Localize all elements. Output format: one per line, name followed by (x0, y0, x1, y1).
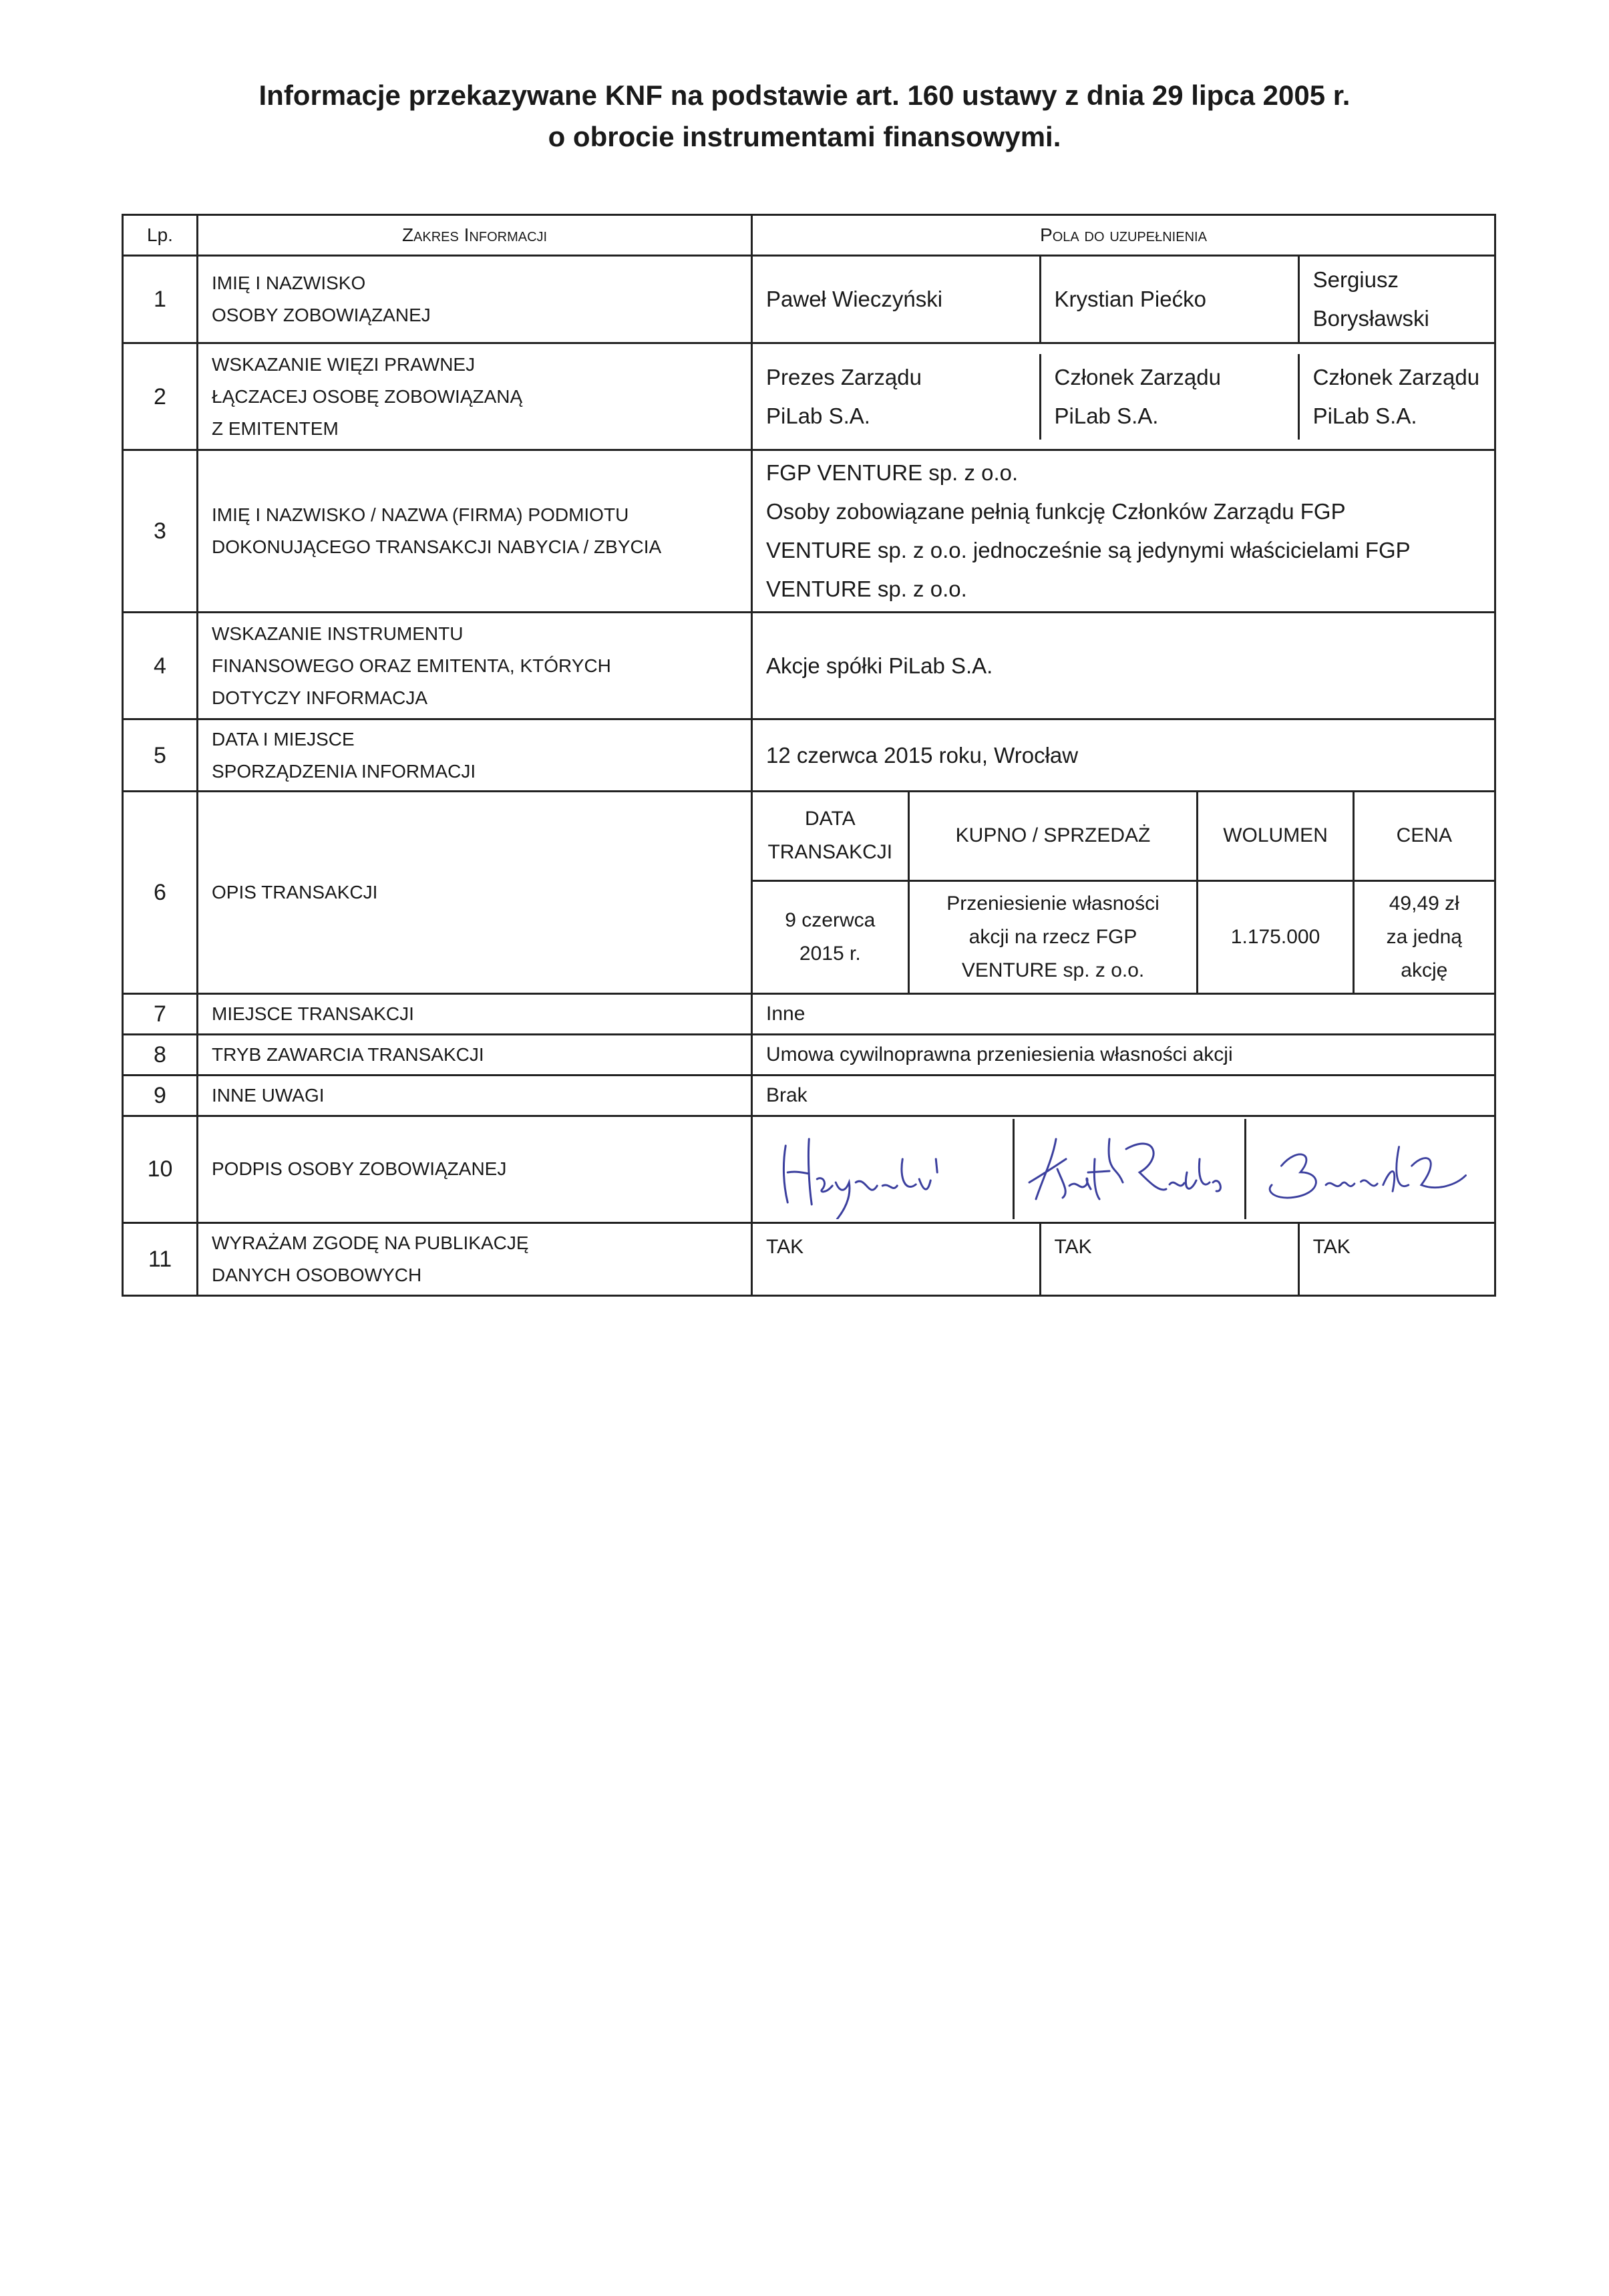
signature-2-image (1015, 1119, 1244, 1219)
label-line: WSKAZANIE WIĘZI PRAWNEJ (212, 353, 476, 375)
label-line: WSKAZANIE INSTRUMENTU (212, 623, 464, 644)
signature-3-image (1246, 1119, 1494, 1219)
signatures (752, 1116, 1495, 1222)
label-line: OSOBY ZOBOWIĄZANEJ (212, 305, 431, 325)
consent-3: TAK (1298, 1224, 1494, 1295)
row-2 (123, 343, 1495, 450)
label-line: ŁĄCZACEJ OSOBĘ ZOBOWIĄZANĄ (212, 385, 523, 407)
row-9 (123, 1075, 1495, 1116)
row-5-label (198, 719, 752, 792)
person-1-name: Paweł Wieczyński (753, 257, 1040, 342)
label-line: Z EMITENTEM (212, 418, 339, 439)
value-line: akcji na rzecz FGP (968, 925, 1137, 948)
row-2-label (198, 343, 752, 450)
row-4-value: Akcje spółki PiLab S.A. (752, 613, 1495, 719)
label-line: IMIĘ I NAZWISKO (212, 273, 366, 293)
signature-1 (753, 1119, 1013, 1219)
consent-2: TAK (1040, 1224, 1298, 1295)
title-line-2: o obrocie instrumentami finansowymi. (548, 121, 1061, 152)
transaction-details (752, 792, 1495, 994)
row-number: 11 (123, 1222, 198, 1295)
row-9-value: Brak (752, 1075, 1495, 1116)
tx-volume: 1.175.000 (1198, 880, 1353, 993)
row-number: 5 (123, 719, 198, 792)
row-5 (123, 719, 1495, 792)
role-line: Prezes Zarządu (766, 364, 922, 389)
row-number: 7 (123, 993, 198, 1034)
row-number: 6 (123, 792, 198, 994)
tx-price (1353, 880, 1494, 993)
header-line: TRANSAKCJI (767, 841, 893, 864)
row-number: 9 (123, 1075, 198, 1116)
knf-information-table (122, 214, 1496, 1297)
row-11-values (752, 1222, 1495, 1295)
person-2-role (1040, 354, 1298, 440)
label-line: DATA I MIEJSCE (212, 728, 355, 750)
header-lp: Lp. (123, 215, 198, 256)
tx-header-date (753, 792, 908, 880)
row-8-value: Umowa cywilnoprawna przeniesienia własności akcji (752, 1034, 1495, 1075)
row-2-values (752, 343, 1495, 450)
person-3-name: Sergiusz Borysławski (1298, 257, 1494, 342)
value-line: akcję (1401, 959, 1448, 981)
label-line: WYRAŻAM ZGODĘ NA PUBLIKACJĘ (212, 1232, 529, 1253)
person-2-name: Krystian Piećko (1040, 257, 1298, 342)
row-8-label: TRYB ZAWARCIA TRANSAKCJI (198, 1034, 752, 1075)
consent-1: TAK (753, 1224, 1040, 1295)
value-line: 9 czerwca (785, 909, 876, 931)
row-3-value (752, 450, 1495, 613)
role-line: PiLab S.A. (1312, 403, 1417, 428)
transaction-table (753, 792, 1494, 993)
tx-type (908, 880, 1198, 993)
transaction-header-row (753, 792, 1494, 880)
row-number: 8 (123, 1034, 198, 1075)
header-zakres: Zakres Informacji (198, 215, 752, 256)
row-number: 4 (123, 613, 198, 719)
person-1-role (753, 354, 1040, 440)
row-10-label: PODPIS OSOBY ZOBOWIĄZANEJ (198, 1116, 752, 1222)
document-title (0, 75, 1609, 158)
value-line: Osoby zobowiązane pełnią funkcję Członków Zarządu FGP (766, 499, 1346, 524)
tx-header-volume: WOLUMEN (1198, 792, 1353, 880)
label-line: IMIĘ I NAZWISKO / NAZWA (FIRMA) PODMIOTU (212, 504, 629, 525)
row-8 (123, 1034, 1495, 1075)
value-line: 2015 r. (799, 942, 861, 965)
value-line: 49,49 zł (1389, 892, 1459, 915)
label-line: FINANSOWEGO ORAZ EMITENTA, KTÓRYCH (212, 655, 611, 676)
row-number: 2 (123, 343, 198, 450)
signature-1-image (753, 1119, 1013, 1219)
row-1-label (198, 256, 752, 343)
value-line: Przeniesienie własności (946, 892, 1159, 915)
row-11 (123, 1222, 1495, 1295)
value-line: VENTURE sp. z o.o. (766, 577, 967, 601)
value-line: FGP VENTURE sp. z o.o. (766, 460, 1019, 485)
role-line: PiLab S.A. (1054, 403, 1159, 428)
row-5-value: 12 czerwca 2015 roku, Wrocław (752, 719, 1495, 792)
role-line: Członek Zarządu (1054, 364, 1221, 389)
row-number: 3 (123, 450, 198, 613)
row-10 (123, 1116, 1495, 1222)
label-line: SPORZĄDZENIA INFORMACJI (212, 760, 476, 782)
header-pola: Pola do uzupełnienia (752, 215, 1495, 256)
tx-date (753, 880, 908, 993)
row-3-label (198, 450, 752, 613)
row-1-values (752, 256, 1495, 343)
row-6 (123, 792, 1495, 994)
row-1 (123, 256, 1495, 343)
row-number: 1 (123, 256, 198, 343)
value-line: za jedną (1386, 925, 1462, 948)
role-line: PiLab S.A. (766, 403, 870, 428)
row-3 (123, 450, 1495, 613)
row-9-label: INNE UWAGI (198, 1075, 752, 1116)
row-4-label (198, 613, 752, 719)
row-6-label: OPIS TRANSAKCJI (198, 792, 752, 994)
person-3-role (1298, 354, 1494, 440)
label-line: DANYCH OSOBOWYCH (212, 1264, 422, 1285)
header-line: DATA (805, 808, 856, 830)
row-7 (123, 993, 1495, 1034)
row-7-value: Inne (752, 993, 1495, 1034)
row-number: 10 (123, 1116, 198, 1222)
signature-3 (1245, 1119, 1494, 1219)
row-11-label (198, 1222, 752, 1295)
label-line: DOTYCZY INFORMACJA (212, 687, 428, 708)
tx-header-type: KUPNO / SPRZEDAŻ (908, 792, 1198, 880)
value-line: VENTURE sp. z o.o. jednocześnie są jedynymi właścicielami FGP (766, 538, 1411, 562)
transaction-value-row (753, 880, 1494, 993)
role-line: Członek Zarządu (1312, 364, 1480, 389)
title-line-1: Informacje przekazywane KNF na podstawie art. 160 ustawy z dnia 29 lipca 2005 r. (258, 79, 1351, 111)
signature-2 (1013, 1119, 1245, 1219)
label-line: DOKONUJĄCEGO TRANSAKCJI NABYCIA / ZBYCIA (212, 536, 662, 557)
row-4 (123, 613, 1495, 719)
header-row (123, 215, 1495, 256)
row-7-label: MIEJSCE TRANSAKCJI (198, 993, 752, 1034)
tx-header-price: CENA (1353, 792, 1494, 880)
value-line: VENTURE sp. z o.o. (961, 959, 1145, 981)
